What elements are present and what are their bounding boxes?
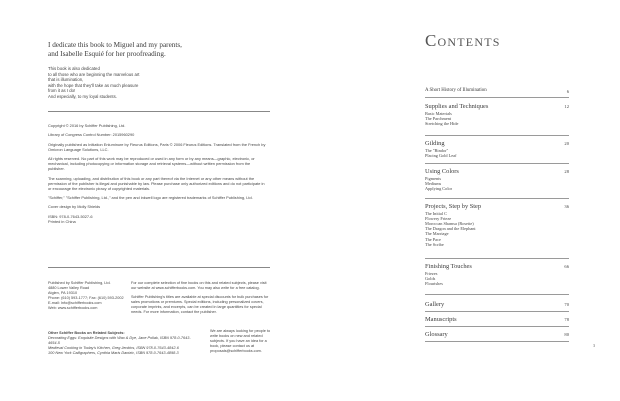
toc-page-number: 28 [564,169,569,174]
toc-divider [425,135,569,136]
toc-subentry: Placing Gold Leaf [425,152,457,158]
lccn-line: Library of Congress Control Number: 2015960290 [48,132,135,138]
toc-subentry: Pigments [425,175,441,181]
toc-entry[interactable] [425,331,569,339]
publisher-address [48,281,124,315]
toc-entry-title: Finishing Touches [425,263,472,270]
toc-subentry: Applying Color [425,186,453,191]
publisher-notes [131,281,272,319]
toc-divider [425,311,569,312]
page-number: 3 [593,343,595,348]
toc-entry-title: Glossary [425,331,448,338]
related-book: Decorating Eggs: Exquisite Designs with Wax & Dye, Jane Pollak, ISBN 978-0-7643-4654-5 [48,336,191,345]
authors-note-text: We are always looking for people to write books on new and related subjects. If you have an idea for a book, please contact us at proposals@schifferbooks.com. [210,329,271,353]
toc-subentry: The Pace [425,236,441,242]
rights-notice: All rights reserved. No part of this work may be reproduced or used in any form or by any means—graphic, electronic, or mechanical, including photocopying or information storage and retrieval systems—without written permission from the publisher. [48,156,255,172]
toc-page-number: 78 [564,317,569,322]
toc-subentry: Basic Materials [425,110,452,116]
isbn-print: ISBN: 978-0-7643-5027-6 Printed in China [48,213,93,224]
authors-note [210,329,272,358]
dedication [48,41,182,58]
poem-line: This book is also dedicated [48,66,100,71]
toc-subentry: The "Bindor" [425,147,449,153]
toc-page-number: 66 [564,264,569,269]
related-books-title: Other Schiffer Books on Related Subjects: [48,331,125,335]
toc-entry-title: Manuscripts [425,316,457,323]
divider [48,111,270,112]
toc-page-number: 6 [566,89,569,94]
toc-entry-title: Gilding [425,140,445,147]
toc-entry[interactable] [425,103,569,126]
dedication-line: and Isabelle Esquié for her proofreading. [48,49,166,58]
related-books [48,331,200,356]
toc-page-number: 70 [564,302,569,307]
piracy-notice: The scanning, uploading, and distribution of this book or any part thereof via the Internet or any other means without the permission of the publisher is illegal and punishable by law. Please purchase only authorized editions and do not participate in or encourage the electronic piracy of copyrighted materials. [48,175,265,191]
toc-subentry: Golds [425,275,436,281]
toc-subentry: The Parchment [425,115,452,121]
toc-divider [425,294,569,295]
related-book: 100 New York Calligraphers, Cynthia Maris Dantzic, ISBN 978-0-7643-4898-3 [48,351,179,355]
toc-divider [425,198,569,199]
publisher-address-text: Published by Schiffer Publishing, Ltd. 4880 Lower Valley Road Atglen, PA 19310 Phone: (610) 593-1777; Fax: (610) 593-2002 E-mail: Info@schifferbooks.com Web: www.schifferbooks.com [48,281,124,310]
toc-divider [425,163,569,164]
toc-entry-title: A Short History of Illumination [425,88,487,93]
copyright-line: Copyright © 2016 by Schiffer Publishing, Ltd. [48,123,126,128]
dedication-poem [48,66,139,100]
toc-page-number: 80 [564,332,569,337]
toc-divider [425,258,569,259]
toc-subentry: The Marriage [425,231,449,237]
cover-credit: Cover design by Molly Shields [48,204,101,210]
toc-subentry: Flourishes [425,281,443,286]
toc-page-number: 12 [564,104,569,109]
dedication-line: I dedicate this book to Miguel and my parents, [48,41,182,49]
toc-subentry: Mediums [425,180,442,186]
copyright-block [48,123,266,228]
special-sales-note: Schiffer Publishing's titles are available at special discounts for bulk purchases for sales promotions or premiums. Special editions, including personalized covers, corporate imprints, and excerpts, can be created in large quantities for special needs. For more information, contact the publisher. [131,295,269,315]
original-edition-note: Originally published as Initiation Enluminure by Fleurus Editions, Paris © 2006 Fleurus Editions. Translated from the French by Omicron Language Solutions, LLC. [48,141,266,152]
toc-subentry: Stretching the Hide [425,121,459,126]
toc-subentry: The Initial C [425,210,447,216]
toc-entry-title: Using Colors [425,168,459,175]
toc-entry[interactable] [425,203,569,247]
toc-divider [425,326,569,327]
trademark-notice: "Schiffer," "Schiffer Publishing, Ltd.," and the pen and inkwell logo are registered trademarks of Schiffer Publishing, Ltd. [48,194,253,200]
toc-entry[interactable] [425,301,569,309]
poem-line: to all those who are beginning the marvelous art [48,71,140,77]
toc-divider [425,341,569,342]
poem-line: with the hope that they'll take as much pleasure [48,82,139,88]
catalog-note: For our complete selection of fine books on this and related subjects, please visit our website at www.schifferbooks.com. You may also write for a free catalog. [131,281,267,290]
poem-line: that is illumination, [48,77,84,83]
toc-subentry: Flowery Frieze [425,215,452,221]
toc-entry[interactable] [425,316,569,324]
toc-subentry: The Dragon and the Elephant [425,226,476,232]
toc-divider [425,97,569,98]
toc-page-number: 36 [564,204,569,209]
toc-entry[interactable] [425,140,569,158]
divider [48,267,270,268]
contents-title: Contents [425,31,501,50]
toc-entry-title: Projects, Step by Step [425,203,482,210]
toc-entry-title: Gallery [425,301,445,308]
toc-subentry: Moroccan Shamsa (Rosette) [425,221,474,226]
toc-entry[interactable] [425,88,569,94]
toc-page-number: 20 [564,141,569,146]
toc-subentry: Friezes [425,270,438,276]
toc-entry[interactable] [425,263,569,286]
poem-line: from it as I do! [48,88,76,94]
toc-entry-title: Supplies and Techniques [425,103,489,110]
toc-entry[interactable] [425,168,569,191]
poem-line: And especially, to my loyal students. [48,93,117,99]
related-book: Medieval Cooking in Today's Kitchen, Greg Jenkins, ISBN 978-0-7643-4842-6 [48,346,179,350]
toc-subentry: The Scribe [425,241,444,247]
